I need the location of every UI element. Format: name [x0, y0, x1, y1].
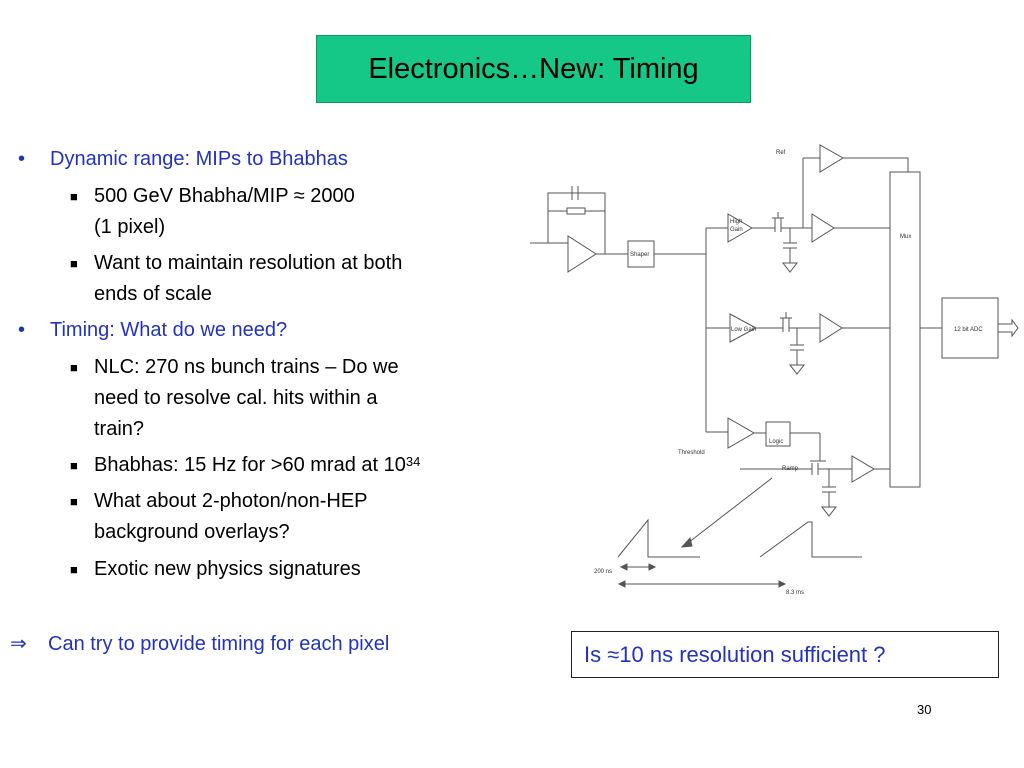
ramp-waveform	[618, 478, 862, 587]
label-threshold: Threshold	[678, 450, 705, 456]
label-adc: 12 bit ADC	[954, 327, 983, 333]
slide-title: Electronics…New: Timing	[368, 52, 699, 85]
ramp-waveform-segment	[618, 520, 700, 557]
question-text: Is ≈10 ns resolution sufficient ?	[584, 641, 886, 667]
ground-icon	[790, 365, 804, 374]
low-gain-buffer-icon	[820, 314, 842, 342]
ground-icon	[822, 507, 836, 516]
bullet-text: Dynamic range: MIPs to Bhabhas	[50, 148, 348, 170]
bullet-icon: •	[18, 148, 26, 170]
bullet-text: NLC: 270 ns bunch trains – Do we	[94, 356, 399, 378]
label-low-gain: Low Gain	[731, 327, 757, 333]
bullet-text: What about 2-photon/non-HEP	[94, 490, 368, 512]
page-number: 30	[917, 702, 932, 717]
bullet-text: need to resolve cal. hits within a	[94, 387, 378, 409]
preamp-section	[530, 186, 628, 272]
square-bullet-icon: ■	[70, 256, 78, 271]
high-gain-buffer-icon	[812, 214, 834, 242]
bullet-text: train?	[94, 418, 145, 440]
label-logic: Logic	[769, 439, 784, 445]
square-bullet-icon: ■	[70, 360, 78, 375]
bullet-text: (1 pixel)	[94, 216, 166, 238]
bullet-text: 500 GeV Bhabha/MIP ≈ 2000	[94, 185, 355, 207]
pointer-line	[684, 478, 772, 546]
output-arrow-icon	[998, 320, 1018, 336]
implies-arrow-icon: ⇒	[10, 633, 27, 655]
ref-buffer-icon	[820, 145, 843, 172]
feedback-resistor-icon	[567, 208, 585, 214]
threshold-comparator-icon	[728, 418, 754, 448]
bullet-text: Timing: What do we need?	[50, 319, 288, 341]
pointer-arrow-icon	[682, 538, 692, 547]
ramp-buffer-icon	[852, 456, 874, 482]
ramp-waveform-segment	[760, 522, 862, 557]
label-gain: Gain	[730, 227, 743, 233]
label-shaper: Shaper	[630, 252, 650, 258]
ref-to-mux-wire	[843, 158, 908, 172]
bullet-text: background overlays?	[94, 521, 290, 543]
square-bullet-icon: ■	[70, 562, 78, 577]
preamp-amplifier-icon	[568, 236, 596, 272]
ground-icon	[783, 263, 797, 272]
bullet-text: Bhabhas: 15 Hz for >60 mrad at 10	[94, 454, 406, 476]
diagram-labels	[594, 150, 983, 596]
bullet-text: Exotic new physics signatures	[94, 558, 361, 580]
square-bullet-icon: ■	[70, 458, 78, 473]
label-ref: Ref	[776, 150, 786, 156]
label-200ns: 200 ns	[594, 569, 613, 575]
label-ramp: Ramp	[782, 466, 799, 472]
label-mux: Mux	[900, 234, 912, 240]
mux-box	[890, 172, 920, 487]
square-bullet-icon: ■	[70, 189, 78, 204]
conclusion-text: Can try to provide timing for each pixel	[48, 633, 390, 655]
low-gain-path	[706, 312, 890, 374]
bullet-icon: •	[18, 319, 26, 341]
square-bullet-icon: ■	[70, 494, 78, 509]
label-high: High	[730, 219, 743, 225]
shaper-section	[628, 228, 706, 432]
exponent: 34	[405, 454, 421, 469]
label-8-3ms: 8.3 ms	[786, 590, 805, 596]
bullet-text: Want to maintain resolution at both	[94, 252, 403, 274]
bullet-text: ends of scale	[94, 283, 212, 305]
